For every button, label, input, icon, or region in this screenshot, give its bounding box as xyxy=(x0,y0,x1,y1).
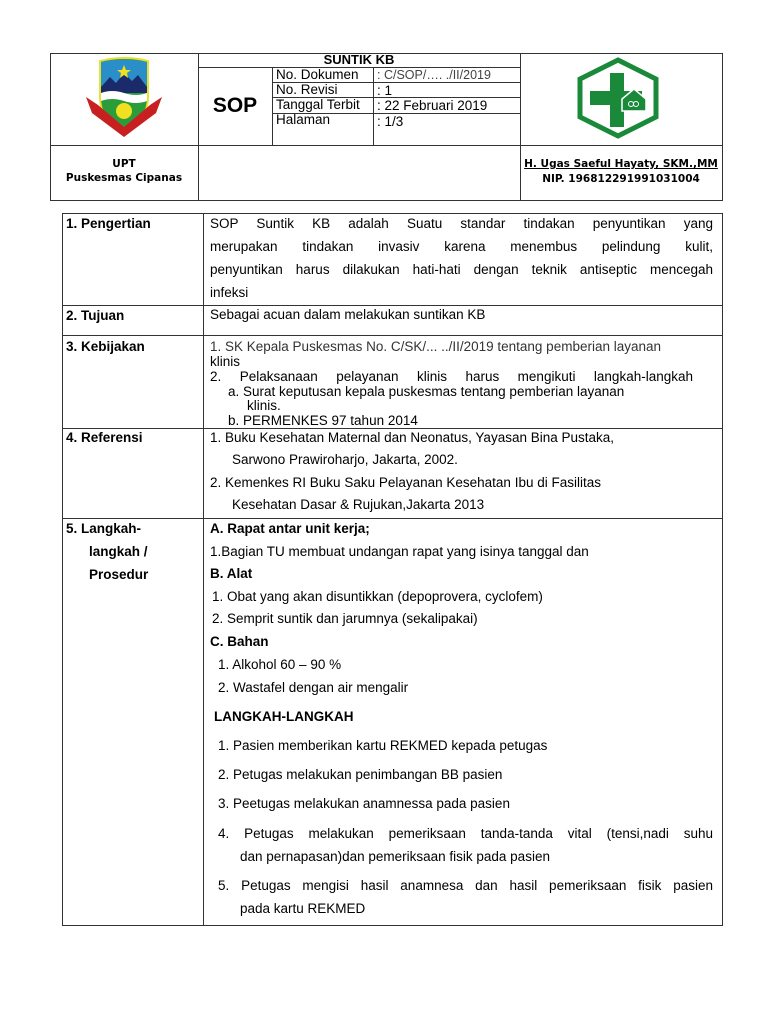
field-label-halaman: Halaman xyxy=(276,112,331,127)
kebijakan-line: 1. SK Kepala Puskesmas No. C/SK/... ../II/2019 tentang pemberian layanan xyxy=(210,339,662,354)
field-label-no-revisi: No. Revisi xyxy=(276,82,338,97)
step-item: 5. Petugas mengisi hasil anamnesa dan hasil pemeriksaan fisik pasien xyxy=(218,878,713,893)
step-item: 3. Peetugas melakukan anamnessa pada pasien xyxy=(218,796,510,811)
org-upt: UPT xyxy=(112,158,136,170)
subheading-bahan: C. Bahan xyxy=(210,634,269,649)
step-item: 2. Petugas melakukan penimbangan BB pasien xyxy=(218,767,503,782)
pengertian-line: merupakan tindakan invasiv karena menembus pelindung kulit, xyxy=(210,239,713,254)
field-value-no-revisi: : 1 xyxy=(377,83,393,98)
kebijakan-line: klinis xyxy=(210,354,241,369)
referensi-line: 1. Buku Kesehatan Maternal dan Neonatus, Yayasan Bina Pustaka, xyxy=(210,430,615,445)
kebijakan-line: 2. Pelaksanaan pelayanan klinis harus mengikuti langkah-langkah xyxy=(210,369,693,384)
section-label-prosedur: Prosedur xyxy=(89,567,149,582)
signer-name: H. Ugas Saeful Hayaty, SKM.,MM xyxy=(524,158,718,170)
field-value-tanggal-terbit: : 22 Februari 2019 xyxy=(377,98,488,113)
kebijakan-line: b. PERMENKES 97 tahun 2014 xyxy=(228,413,418,428)
bahan-item: 2. Wastafel dengan air mengalir xyxy=(218,680,409,695)
field-value-halaman: : 1/3 xyxy=(377,114,404,129)
referensi-line: 2. Kemenkes RI Buku Saku Pelayanan Kesehatan Ibu di Fasilitas xyxy=(210,475,601,490)
subheading-langkah: LANGKAH-LANGKAH xyxy=(214,709,354,724)
field-label-no-dokumen: No. Dokumen xyxy=(276,67,359,82)
signer-nip: NIP. 196812291991031004 xyxy=(542,173,700,185)
section-label-langkah: langkah / xyxy=(89,544,148,559)
step-item: 4. Petugas melakukan pemeriksaan tanda-tanda vital (tensi,nadi suhu xyxy=(218,826,713,841)
referensi-line: Kesehatan Dasar & Rujukan,Jakarta 2013 xyxy=(232,497,485,512)
kebijakan-line: a. Surat keputusan kepala puskesmas tentang pemberian layanan xyxy=(228,384,625,399)
field-label-tanggal-terbit: Tanggal Terbit xyxy=(276,97,360,112)
bahan-item: 1. Alkohol 60 – 90 % xyxy=(218,657,342,672)
pengertian-line: SOP Suntik KB adalah Suatu standar tindakan penyuntikan yang xyxy=(210,216,713,231)
pengertian-line: infeksi xyxy=(210,285,249,300)
section-label-tujuan: 2. Tujuan xyxy=(66,308,125,323)
rapat-item: 1.Bagian TU membuat undangan rapat yang isinya tanggal dan xyxy=(210,544,589,559)
section-label-kebijakan: 3. Kebijakan xyxy=(66,339,145,354)
subheading-rapat: A. Rapat antar unit kerja; xyxy=(210,521,370,536)
section-label-langkah: 5. Langkah- xyxy=(66,521,142,536)
alat-item: 1. Obat yang akan disuntikkan (depoprovera, cyclofem) xyxy=(212,589,543,604)
pengertian-line: penyuntikan harus dilakukan hati-hati dengan teknik antiseptic mencegah xyxy=(210,262,713,277)
alat-item: 2. Semprit suntik dan jarumnya (sekalipakai) xyxy=(212,611,478,626)
puskesmas-logo xyxy=(574,57,662,139)
step-item: pada kartu REKMED xyxy=(240,901,366,916)
section-label-pengertian: 1. Pengertian xyxy=(66,216,151,231)
kebijakan-line: klinis. xyxy=(247,398,281,413)
document-title: SUNTIK KB xyxy=(323,52,395,67)
subheading-alat: B. Alat xyxy=(210,566,253,581)
section-label-referensi: 4. Referensi xyxy=(66,430,143,445)
step-item: dan pernapasan)dan pemeriksaan fisik pada pasien xyxy=(240,849,550,864)
sop-label: SOP xyxy=(212,94,258,117)
referensi-line: Sarwono Prawiroharjo, Jakarta, 2002. xyxy=(232,452,458,467)
regency-logo xyxy=(86,57,162,139)
tujuan-text: Sebagai acuan dalam melakukan suntikan KB xyxy=(210,307,486,322)
org-name: Puskesmas Cipanas xyxy=(65,172,183,184)
step-item: 1. Pasien memberikan kartu REKMED kepada petugas xyxy=(218,738,548,753)
field-value-no-dokumen: : C/SOP/…. ./II/2019 xyxy=(377,68,491,82)
